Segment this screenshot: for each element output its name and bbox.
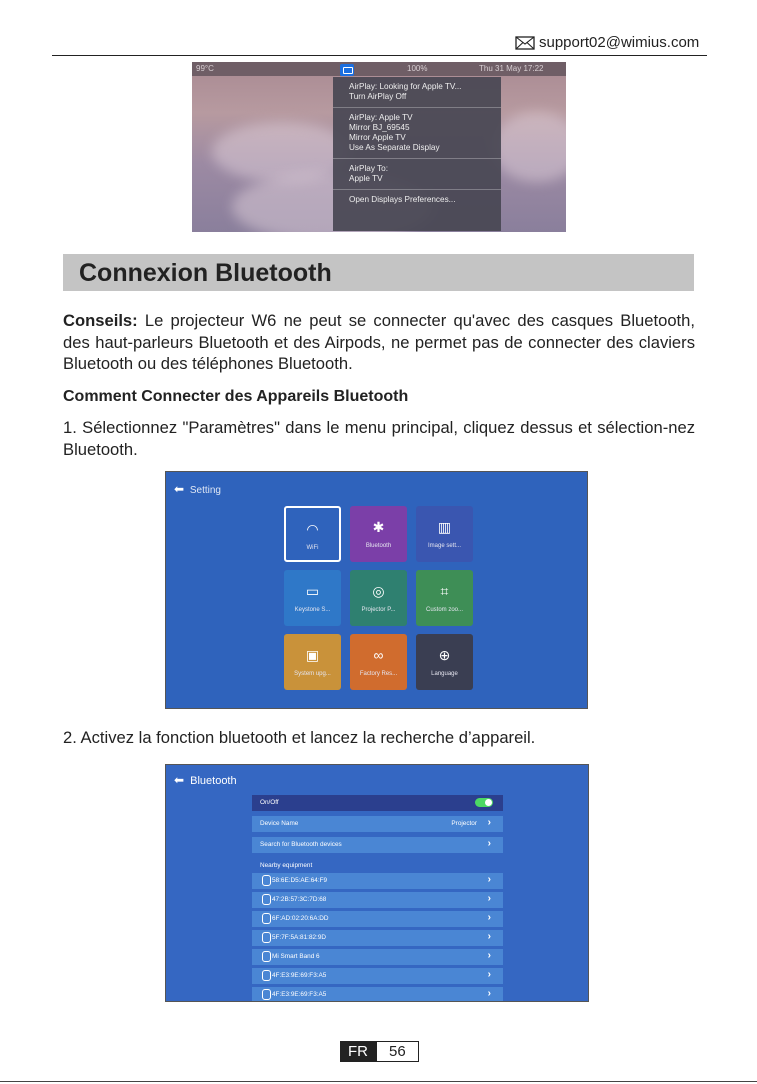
device-name-value: Projector [451,820,477,827]
tile-label: Keystone S... [294,607,331,613]
settings-tile[interactable] [350,506,407,562]
tile-label: Custom zoo... [425,607,463,613]
watch-icon [262,894,271,905]
chevron-right-icon: › [487,893,491,904]
infinity-icon: ∞ [373,647,384,663]
menu-item[interactable]: AirPlay: Apple TV [349,113,413,122]
settings-screenshot [165,471,588,709]
device-name-row[interactable] [252,816,503,832]
section-title: Connexion Bluetooth [79,259,332,287]
watch-icon [262,875,271,886]
device-row[interactable] [252,873,503,889]
upgrade-icon: ▣ [305,647,320,663]
settings-tile[interactable] [350,570,407,626]
onoff-row[interactable] [252,795,503,811]
menu-item[interactable]: Apple TV [349,174,383,183]
menu-group [333,108,501,159]
language-badge: FR [340,1041,376,1062]
watch-icon [262,951,271,962]
chevron-right-icon: › [487,912,491,923]
bluetooth-screenshot [165,764,589,1002]
chevron-right-icon: › [487,950,491,961]
menu-group [333,190,501,210]
step-2-text: 2. Activez la fonction bluetooth et lancez la recherche d’appareil. [63,728,536,747]
support-email: support02@wimius.com [515,34,699,51]
subheading: Comment Connecter des Appareils Bluetooth [63,388,409,405]
back-arrow-icon[interactable]: ⬅ [174,773,185,787]
airplay-icon[interactable] [340,64,354,76]
tile-label: Image sett... [427,543,461,549]
settings-tile[interactable] [416,506,473,562]
tile-label: System upg... [294,671,331,677]
tile-label: Projector P... [361,607,396,613]
tips-label: Conseils: [63,311,138,330]
device-row[interactable] [252,949,503,965]
menu-item[interactable]: Open Displays Preferences... [349,195,456,204]
settings-tile[interactable] [284,634,341,690]
chevron-right-icon: › [487,874,491,885]
page-number: 56 [376,1041,419,1062]
menu-item[interactable]: Mirror Apple TV [349,133,406,142]
tile-label: Bluetooth [365,543,392,549]
device-address: 6F:AD:02:20:6A:DD [272,915,329,922]
menu-item: AirPlay To: [349,164,388,173]
tile-label: Factory Res... [359,671,398,677]
airplay-dropdown [333,77,501,231]
device-address: 4F:E3:9E:69:F3:A5 [272,972,327,979]
menu-group [333,159,501,190]
device-name-label: Device Name [260,820,299,827]
device-address: 58:6E:D5:AE:64:F9 [272,877,328,884]
device-row[interactable] [252,987,503,1002]
menu-item[interactable]: Use As Separate Display [349,143,440,152]
onoff-label: On/Off [260,799,279,806]
tile-label: WiFi [306,545,319,551]
device-row[interactable] [252,930,503,946]
watch-icon [262,970,271,981]
chevron-right-icon: › [487,817,491,828]
header-rule [52,55,707,56]
device-address: 4F:E3:9E:69:F3:A5 [272,991,327,998]
menu-item[interactable]: AirPlay: Looking for Apple TV... [349,82,462,91]
device-row[interactable] [252,968,503,984]
device-row[interactable] [252,892,503,908]
menu-item[interactable]: Turn AirPlay Off [349,92,407,101]
menu-group [333,77,501,108]
projector-icon: ◎ [372,583,385,599]
settings-tile[interactable] [284,506,341,562]
bluetooth-toggle[interactable] [475,798,493,807]
chevron-right-icon: › [487,988,491,999]
settings-title: Setting [189,485,221,496]
menubar-clock: Thu 31 May 17:22 [479,64,544,73]
mac-menubar [192,62,566,76]
device-address: Mi Smart Band 6 [272,953,320,960]
step-1-text: 1. Sélectionnez "Paramètres" dans le menu principal, cliquez dessus et sélection-nez Bluetooth. [63,418,695,459]
page-footer [340,1041,419,1062]
device-address: 47:2B:57:3C:7D:68 [272,896,327,903]
bluetooth-icon: ✱ [372,519,385,535]
settings-header [174,482,221,496]
chevron-right-icon: › [487,969,491,980]
chevron-right-icon: › [487,838,491,849]
settings-tile[interactable] [416,634,473,690]
globe-icon: ⊕ [438,647,451,663]
menubar-battery: 100% [407,64,428,73]
settings-tile[interactable] [284,570,341,626]
watch-icon [262,989,271,1000]
tips-paragraph [63,310,695,375]
keystone-icon: ▭ [305,583,320,599]
bluetooth-header [174,773,237,787]
back-arrow-icon[interactable]: ⬅ [174,482,185,496]
watch-icon [262,932,271,943]
device-address: 5F:7F:5A:81:82:9D [272,934,326,941]
envelope-icon [515,36,535,50]
search-devices-row[interactable] [252,837,503,853]
search-devices-label: Search for Bluetooth devices [260,841,342,848]
watch-icon [262,913,271,924]
section-heading-bar [63,254,694,291]
menubar-temp: 99°C [196,64,214,73]
menu-item[interactable]: Mirror BJ_69545 [349,123,410,132]
chevron-right-icon: › [487,931,491,942]
settings-tile[interactable] [350,634,407,690]
airplay-menu-screenshot [192,62,566,232]
wifi-icon: ◠ [306,521,319,537]
image-settings-icon: ▥ [437,519,452,535]
settings-tile[interactable] [416,570,473,626]
nearby-equipment-label: Nearby equipment [260,862,313,869]
device-row[interactable] [252,911,503,927]
crop-icon: ⌗ [440,583,449,599]
tips-text: Le projecteur W6 ne peut se connecter qu'avec des casques Bluetooth, des haut-parleurs Bluetooth et des Airpods, ne permet pas de connecter des claviers Bluetooth ou des téléphones Bluetooth. [63,311,695,373]
tile-label: Language [431,671,458,677]
footer-rule [0,1081,757,1082]
bluetooth-title: Bluetooth [190,775,237,787]
